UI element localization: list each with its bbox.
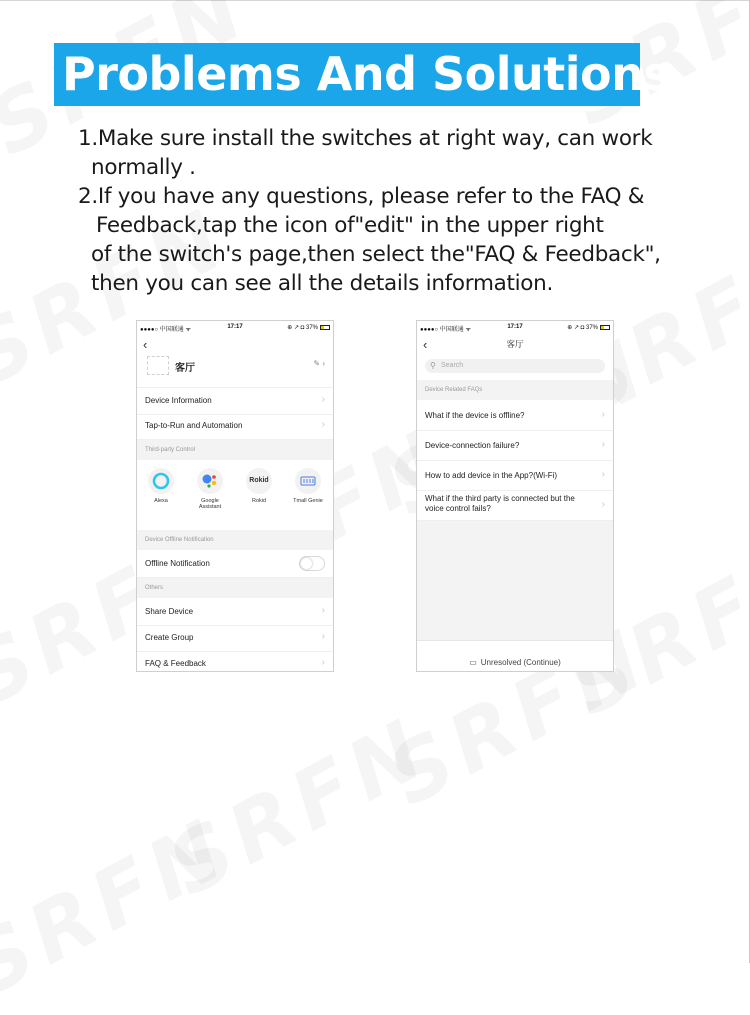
row-label: FAQ & Feedback [145, 659, 206, 668]
back-chevron-icon[interactable]: ‹ [143, 337, 148, 352]
status-time: 17:17 [227, 324, 243, 330]
status-right [567, 324, 610, 331]
faq-item-3[interactable] [417, 460, 613, 491]
row-tap-to-run[interactable] [137, 413, 333, 440]
control-label: Alexa [154, 498, 168, 504]
status-right [287, 324, 330, 331]
section-others [137, 578, 333, 598]
status-bar [137, 321, 333, 333]
chevron-right-icon: › [601, 469, 605, 480]
control-tmall-genie[interactable] [288, 468, 328, 504]
unresolved-label: Unresolved (Continue) [480, 658, 561, 667]
battery-icon [320, 325, 330, 330]
section-label: Device Offline Notification [145, 537, 214, 543]
status-time: 17:17 [507, 324, 523, 330]
row-label: Tap-to-Run and Automation [145, 421, 243, 430]
screen-title: 客厅 [506, 340, 524, 350]
rokid-icon [246, 468, 272, 494]
chevron-right-icon: › [321, 394, 325, 405]
row-label: Share Device [145, 607, 194, 616]
control-label: Rokid [251, 498, 267, 504]
control-label: Tmall Genie [293, 498, 323, 504]
row-label: Create Group [145, 633, 194, 642]
row-share-device[interactable] [137, 599, 333, 626]
control-label: Assistant [198, 504, 222, 510]
row-device-information[interactable] [137, 387, 333, 415]
empty-area [417, 521, 613, 640]
search-icon: ⚲ [430, 361, 436, 370]
edit-icon[interactable]: ✎ › [313, 359, 325, 368]
status-bar [417, 321, 613, 333]
page-title: Problems And Solutions [62, 47, 671, 101]
instruction-line-5: of the switch's page,then select the"FAQ & Feedback", [91, 242, 661, 267]
phone-screenshot-device-settings [136, 320, 334, 672]
faq-question: Device-connection failure? [425, 441, 520, 450]
chevron-right-icon: › [601, 499, 605, 510]
tmall-genie-icon [295, 468, 321, 494]
carrier-label: ●●●●○ 中国联通 ᯤ [140, 327, 191, 333]
rokid-logo-text: Rokid [249, 477, 269, 484]
device-name: 客厅 [175, 363, 195, 374]
faq-question: What if the device is offline? [425, 411, 525, 420]
chevron-right-icon: › [601, 439, 605, 450]
device-thumbnail-icon [147, 356, 169, 375]
faq-item-2[interactable] [417, 430, 613, 461]
carrier-label: ●●●●○ 中国联通 ᯤ [420, 327, 471, 333]
faq-item-4[interactable] [417, 490, 613, 521]
section-offline [137, 530, 333, 550]
title-banner [54, 43, 671, 106]
instruction-line-3: 2.If you have any questions, please refer to the FAQ & [78, 184, 645, 209]
faq-question: What if the third party is connected but the voice control fails? [425, 494, 575, 513]
section-label: Others [145, 585, 164, 591]
chevron-right-icon: › [321, 419, 325, 430]
status-indicators: ⊕ ↗ ◘ 37% [287, 325, 318, 331]
instruction-line-1: 1.Make sure install the switches at right way, can work [78, 126, 653, 151]
status-indicators: ⊕ ↗ ◘ 37% [567, 325, 598, 331]
chevron-right-icon: › [601, 409, 605, 420]
section-third-party [137, 440, 333, 460]
row-create-group[interactable] [137, 625, 333, 652]
phone-screenshot-faq [416, 320, 614, 672]
faq-question: How to add device in the App?(Wi-Fi) [425, 471, 558, 480]
control-alexa[interactable] [141, 468, 181, 504]
chevron-right-icon: › [321, 605, 325, 616]
control-google-assistant[interactable] [190, 468, 230, 510]
row-label: Offline Notification [145, 559, 210, 568]
instruction-line-4: Feedback,tap the icon of"edit" in the upper right [96, 213, 604, 238]
search-placeholder: Search [441, 362, 464, 369]
chat-bubble-icon: ▭ [469, 658, 477, 667]
page-border-top [0, 0, 750, 1]
control-label: Google [201, 498, 219, 504]
chevron-right-icon: › [321, 631, 325, 642]
battery-icon [600, 325, 610, 330]
offline-notification-toggle[interactable] [299, 556, 325, 571]
back-chevron-icon[interactable]: ‹ [423, 337, 428, 352]
search-input[interactable] [425, 359, 605, 373]
row-faq-feedback[interactable] [137, 651, 333, 672]
control-rokid[interactable] [239, 468, 279, 504]
section-device-faqs [417, 380, 613, 400]
faq-item-1[interactable] [417, 400, 613, 431]
alexa-icon [148, 468, 174, 494]
section-label: Third-party Control [145, 447, 196, 453]
unresolved-button[interactable] [417, 640, 613, 672]
row-offline-notification [137, 551, 333, 578]
instruction-line-2: normally . [91, 155, 196, 180]
google-assistant-icon [197, 468, 223, 494]
section-label: Device Related FAQs [425, 387, 483, 393]
row-label: Device Information [145, 396, 212, 405]
instruction-line-6: then you can see all the details information. [91, 271, 553, 296]
chevron-right-icon: › [321, 657, 325, 668]
